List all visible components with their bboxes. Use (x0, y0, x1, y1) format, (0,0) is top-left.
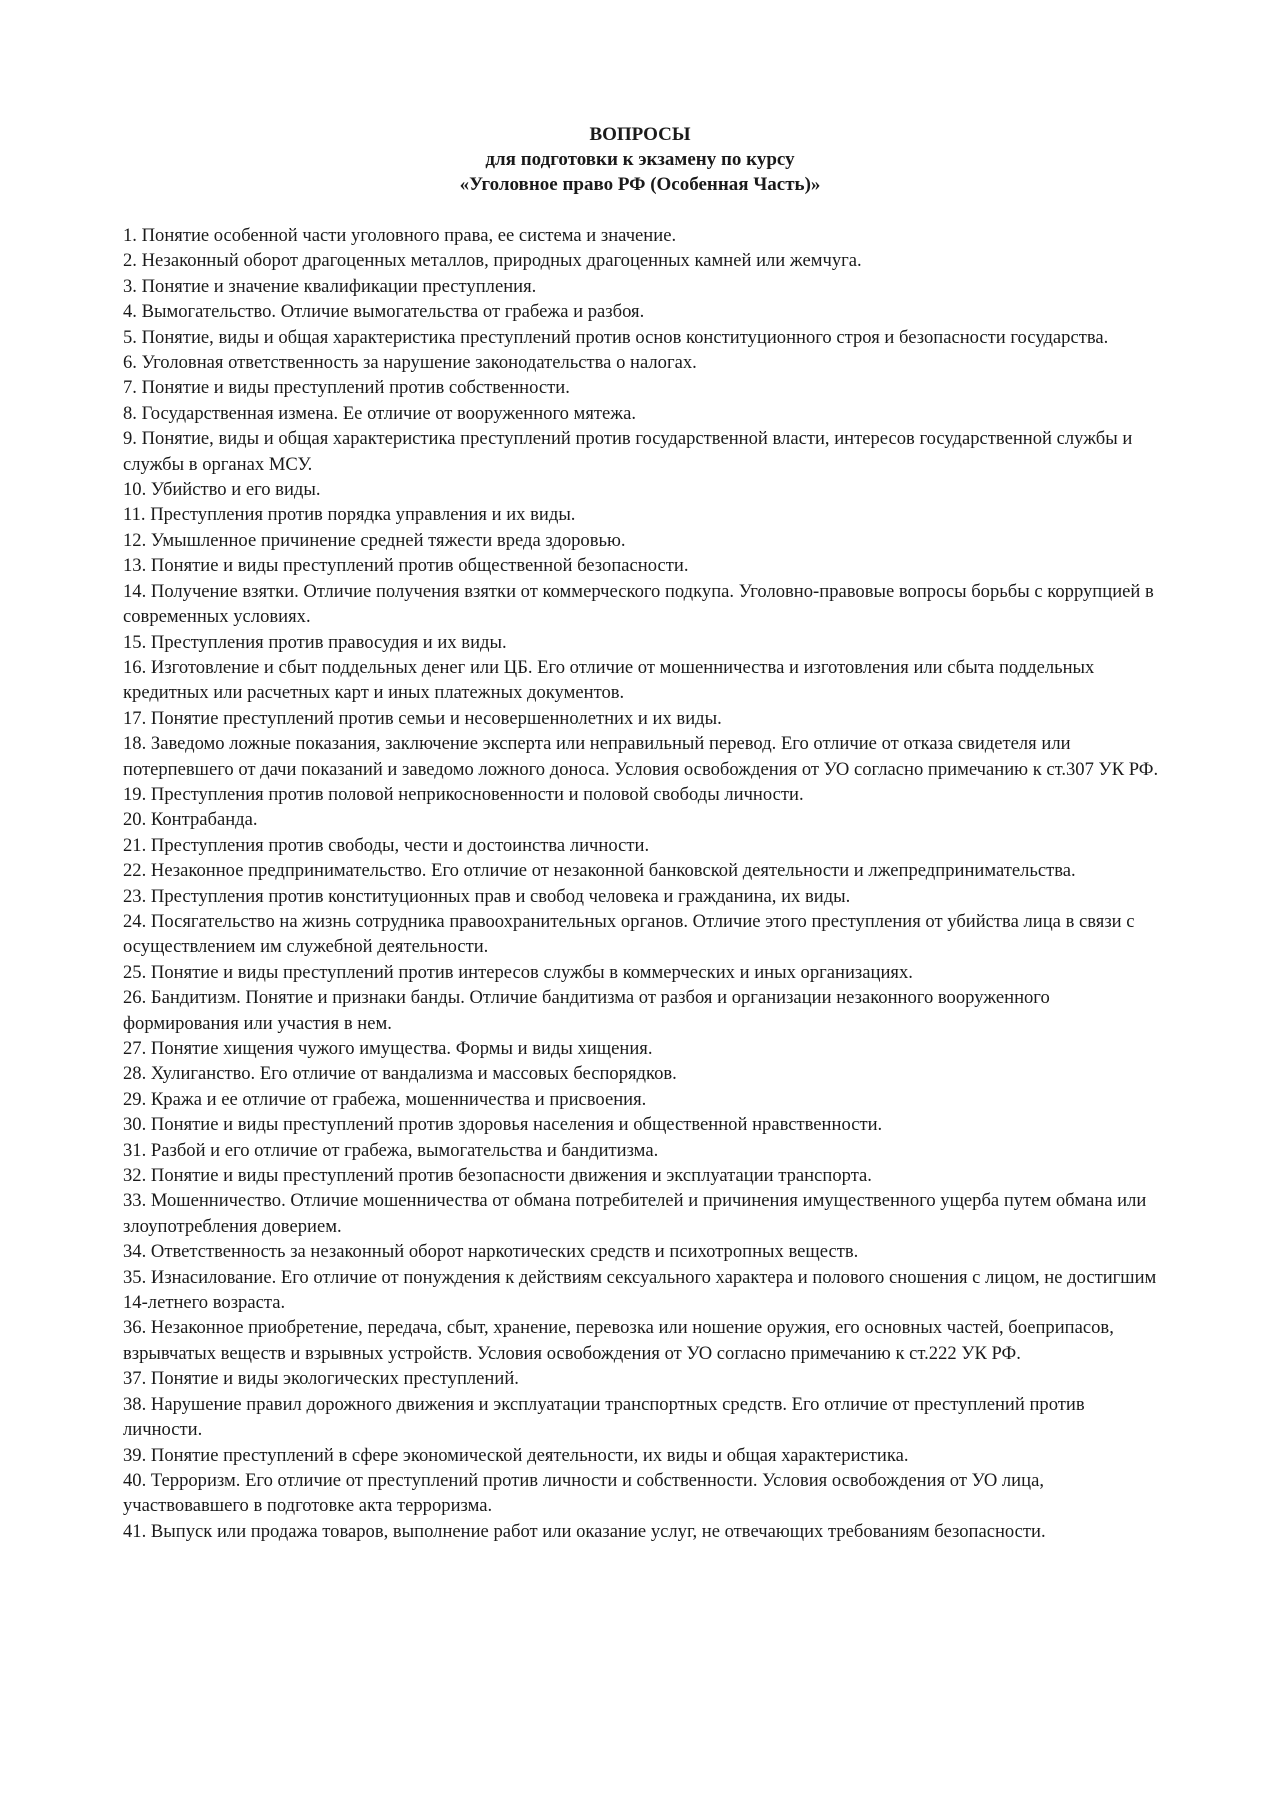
question-item: 6. Уголовная ответственность за нарушение законодательства о налогах. (123, 352, 697, 374)
question-item: 26. Бандитизм. Понятие и признаки банды. Отличие бандитизма от разбоя и организации незаконного вооруженного формирования или участия в нем. (123, 987, 1050, 1034)
question-item: 37. Понятие и виды экологических преступлений. (123, 1368, 519, 1390)
document-header (0, 122, 1280, 197)
question-item: 31. Разбой и его отличие от грабежа, вымогательства и бандитизма. (123, 1139, 659, 1161)
question-item: 3. Понятие и значение квалификации преступления. (123, 275, 537, 297)
question-item: 20. Контрабанда. (123, 809, 258, 831)
question-item: 15. Преступления против правосудия и их виды. (123, 631, 507, 653)
question-item: 40. Терроризм. Его отличие от преступлений против личности и собственности. Условия освобождения от УО лица, участвовавшего в подготовке акта терроризма. (123, 1469, 1044, 1517)
question-item: 28. Хулиганство. Его отличие от вандализма и массовых беспорядков. (123, 1063, 677, 1085)
header-title: ВОПРОСЫ (589, 124, 691, 145)
question-item: 33. Мошенничество. Отличие мошенничества от обмана потребителей и причинения имущественного ущерба путем обмана или злоупотребления доверием. (123, 1190, 1147, 1237)
question-item: 30. Понятие и виды преступлений против здоровья населения и общественной нравственности. (123, 1114, 883, 1136)
question-item: 35. Изнасилование. Его отличие от понуждения к действиям сексуального характера и полового сношения с лицом, не достигшим 14-летнего возраста. (123, 1266, 1157, 1314)
question-item: 5. Понятие, виды и общая характеристика преступлений против основ конституционного строя и безопасности государства. (123, 326, 1109, 348)
question-item: 1. Понятие особенной части уголовного права, ее система и значение. (123, 225, 677, 246)
question-item: 18. Заведомо ложные показания, заключение эксперта или неправильный перевод. Его отличие от отказа свидетеля или потерпевшего от дачи показаний и заведомо ложного доноса. Условия освобождения от УО согласно примечанию к ст.307 УК РФ. (123, 733, 1159, 780)
header-subtitle: для подготовки к экзамену по курсу (485, 149, 795, 170)
question-item: 13. Понятие и виды преступлений против общественной безопасности. (123, 555, 689, 577)
questions-list (123, 223, 1168, 1544)
question-item: 34. Ответственность за незаконный оборот наркотических средств и психотропных веществ. (123, 1241, 859, 1263)
question-item: 29. Кража и ее отличие от грабежа, мошенничества и присвоения. (123, 1088, 647, 1110)
question-item: 24. Посягательство на жизнь сотрудника правоохранительных органов. Отличие этого преступления от убийства лица в связи с осуществлением им служебной деятельности. (123, 910, 1135, 958)
question-item: 21. Преступления против свободы, чести и достоинства личности. (123, 834, 650, 856)
question-item: 14. Получение взятки. Отличие получения взятки от коммерческого подкупа. Уголовно-правовые вопросы борьбы с коррупцией в современных условиях. (123, 580, 1154, 628)
question-item: 4. Вымогательство. Отличие вымогательства от грабежа и разбоя. (123, 301, 645, 323)
question-item: 23. Преступления против конституционных прав и свобод человека и гражданина, их виды. (123, 885, 851, 907)
question-item: 17. Понятие преступлений против семьи и несовершеннолетних и их виды. (123, 707, 722, 729)
question-item: 39. Понятие преступлений в сфере экономической деятельности, их виды и общая характеристика. (123, 1444, 909, 1466)
question-item: 22. Незаконное предпринимательство. Его отличие от незаконной банковской деятельности и лжепредпринимательства. (123, 860, 1076, 882)
question-item: 2. Незаконный оборот драгоценных металлов, природных драгоценных камней или жемчуга. (123, 250, 862, 272)
question-item: 27. Понятие хищения чужого имущества. Формы и виды хищения. (123, 1038, 653, 1059)
question-item: 38. Нарушение правил дорожного движения и эксплуатации транспортных средств. Его отличие от преступлений против личности. (123, 1393, 1085, 1441)
question-item: 32. Понятие и виды преступлений против безопасности движения и эксплуатации транспорта. (123, 1165, 872, 1187)
question-item: 25. Понятие и виды преступлений против интересов службы в коммерческих и иных организациях. (123, 961, 913, 983)
header-course: «Уголовное право РФ (Особенная Часть)» (459, 174, 821, 195)
question-item: 7. Понятие и виды преступлений против собственности. (123, 377, 570, 399)
question-item: 11. Преступления против порядка управления и их виды. (123, 504, 576, 526)
question-item: 19. Преступления против половой неприкосновенности и половой свободы личности. (123, 783, 804, 805)
question-item: 9. Понятие, виды и общая характеристика преступлений против государственной власти, интересов государственной службы и службы в органах МСУ. (123, 428, 1133, 475)
question-item: 8. Государственная измена. Ее отличие от вооруженного мятежа. (123, 402, 637, 424)
question-item: 10. Убийство и его виды. (123, 479, 321, 501)
question-item: 41. Выпуск или продажа товаров, выполнение работ или оказание услуг, не отвечающих требованиям безопасности. (123, 1520, 1046, 1542)
question-item: 12. Умышленное причинение средней тяжести вреда здоровью. (123, 529, 626, 551)
question-item: 36. Незаконное приобретение, передача, сбыт, хранение, перевозка или ношение оружия, его основных частей, боеприпасов, взрывчатых веществ и взрывных устройств. Условия освобождения от УО согласно примечанию к ст.222 УК РФ. (123, 1317, 1114, 1364)
question-item: 16. Изготовление и сбыт поддельных денег или ЦБ. Его отличие от мошенничества и изготовления или сбыта поддельных кредитных или расчетных карт и иных платежных документов. (123, 656, 1095, 704)
